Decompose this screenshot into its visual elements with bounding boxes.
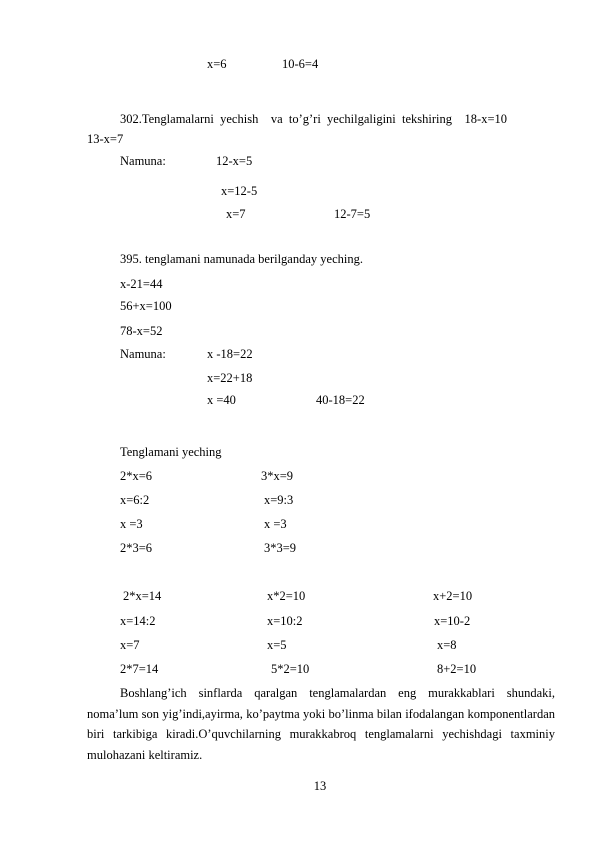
solution-step: x=22+18 [207, 371, 253, 385]
equation-col-a: x =3 [120, 517, 143, 531]
check-text: 40-18=22 [316, 393, 365, 407]
exercise-302-instruction: 302.Tenglamalarni yechish va to’g’ri yechilgaligini tekshiring 18-x=10 [120, 112, 507, 126]
namuna-label: Namuna: [120, 154, 166, 168]
body-paragraph: Boshlang’ich sinflarda qaralgan tenglamalardan eng murakkablari shundaki, noma’lum son yig’indi,ayirma, ko’paytma yoki bo’linma bilan ifodalangan komponentlardan biri tarkibiga kiradi.O’quvchilarning murakkabroq tenglamalarni yechishdagi taxminiy mulohazani keltiramiz. [87, 686, 555, 762]
solution-step: x =40 [207, 393, 236, 407]
equation-col-a: 2*3=6 [120, 541, 153, 555]
equation-col-a: x=6:2 [120, 493, 150, 507]
equation-row2-c2: 5*2=10 [271, 662, 310, 676]
solution-step: x -18=22 [207, 347, 253, 361]
solution-step: x=7 [226, 207, 246, 221]
section-title: Tenglamani yeching [120, 445, 222, 459]
equation-col-b: x =3 [264, 517, 287, 531]
equation-col-a: 2*x=6 [120, 469, 153, 483]
equation-col-b: x=9:3 [264, 493, 294, 507]
equation-row2-c1: x=14:2 [120, 614, 156, 628]
check-text: 10-6=4 [282, 57, 319, 71]
equation-row2-c3: 8+2=10 [437, 662, 477, 676]
equation-row2-c1: x=7 [120, 638, 140, 652]
page-number: 13 [313, 779, 327, 793]
equation-row2-c3: x=8 [437, 638, 457, 652]
equation-row2-c1: 2*x=14 [123, 589, 162, 603]
equation-row2-c2: x=10:2 [267, 614, 303, 628]
equation-row2-c3: x+2=10 [433, 589, 473, 603]
equation-col-b: 3*3=9 [264, 541, 297, 555]
exercise-395-title: 395. tenglamani namunada berilganday yeching. [120, 252, 363, 266]
check-text: 12-7=5 [334, 207, 371, 221]
solution-step: x=12-5 [221, 184, 258, 198]
equation-text: x=6 [207, 57, 227, 71]
equation-row2-c2: x=5 [267, 638, 287, 652]
equation-row2-c3: x=10-2 [434, 614, 471, 628]
equation-item: 56+x=100 [120, 299, 172, 313]
equation-row2-c1: 2*7=14 [120, 662, 159, 676]
equation-item: x-21=44 [120, 277, 163, 291]
equation-row2-c2: x*2=10 [267, 589, 306, 603]
solution-step: 12-x=5 [216, 154, 253, 168]
exercise-302-instruction-cont: 13-x=7 [87, 132, 124, 146]
equation-item: 78-x=52 [120, 324, 163, 338]
namuna-label: Namuna: [120, 347, 166, 361]
equation-col-b: 3*x=9 [261, 469, 294, 483]
